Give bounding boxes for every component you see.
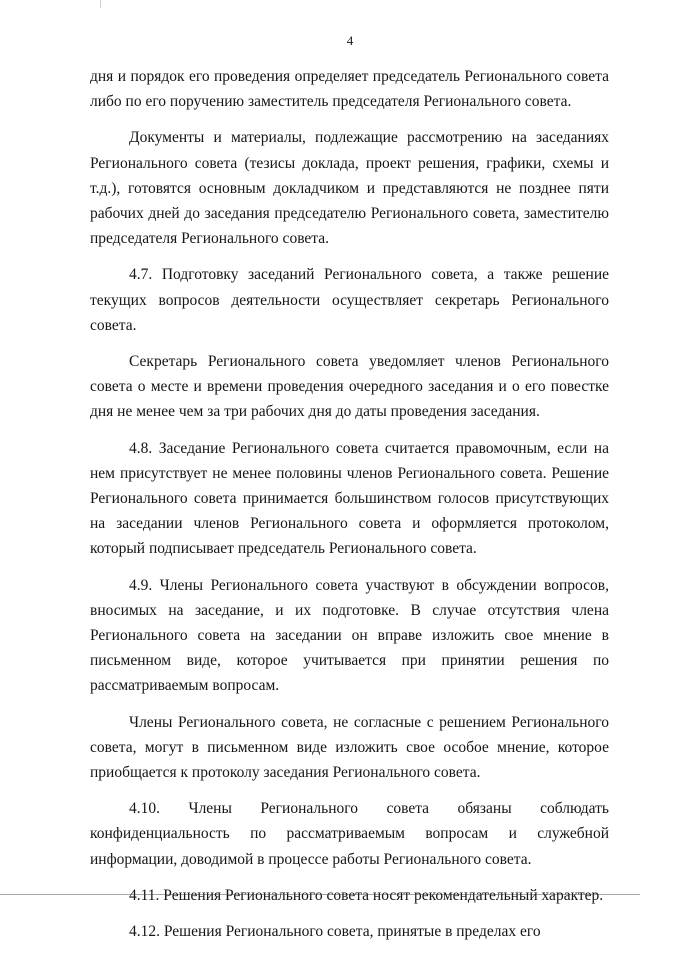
paragraph-4-8: 4.8. Заседание Регионального совета считается правомочным, если на нем присутствует не менее половины членов Регионального совета. Решение Регионального совета принимается большинством голосов присутствующих на заседании членов Регионального совета и оформляется протоколом, который подписывает председатель Регионального совета. <box>90 439 609 558</box>
scan-edge-mark <box>100 0 101 8</box>
paragraph-secretary-notice: Секретарь Регионального совета уведомляет членов Регионального совета о месте и времени проведения очередного заседания и о его повестке дня не менее чем за три рабочих дня до даты проведения заседания. <box>90 353 609 421</box>
paragraph-continuation: дня и порядок его проведения определяет председатель Регионального совета либо по его поручению заместитель председателя Регионального совета. <box>90 68 609 111</box>
paragraph-4-12: 4.12. Решения Регионального совета, принятые в пределах его <box>129 923 541 941</box>
paragraph-4-10: 4.10. Члены Регионального совета обязаны соблюдать конфиденциальность по рассматриваемым вопросам и служебной информации, доводимой в процессе работы Регионального совета. <box>90 800 609 868</box>
paragraph-4-9: 4.9. Члены Регионального совета участвуют в обсуждении вопросов, вносимых на заседание, и их подготовке. В случае отсутствия члена Регионального совета на заседании он вправе изложить свое мнение в письменном виде, которое учитывается при принятии решения по рассматриваемым вопросам. <box>90 576 609 695</box>
paragraph-4-11: 4.11. Решения Регионального совета носят рекомендательный характер. <box>129 886 604 904</box>
paragraph-special-opinion: Члены Регионального совета, не согласные с решением Регионального совета, могут в письменном виде изложить свое особое мнение, которое приобщается к протоколу заседания Регионального совета. <box>90 713 609 782</box>
bottom-scan-rule <box>0 894 640 895</box>
page-number: 4 <box>346 33 354 48</box>
paragraph-4-7: 4.7. Подготовку заседаний Регионального совета, а также решение текущих вопросов деятельности осуществляет секретарь Регионального совета. <box>90 266 609 334</box>
document-body <box>90 64 609 955</box>
paragraph-documents-materials: Документы и материалы, подлежащие рассмотрению на заседаниях Регионального совета (тезисы доклада, проект решения, графики, схемы и т.д.), готовятся основным докладчиком и представляются не позднее пяти рабочих дней до заседания председателю Регионального совета, заместителю председателя Регионального совета. <box>90 129 609 248</box>
